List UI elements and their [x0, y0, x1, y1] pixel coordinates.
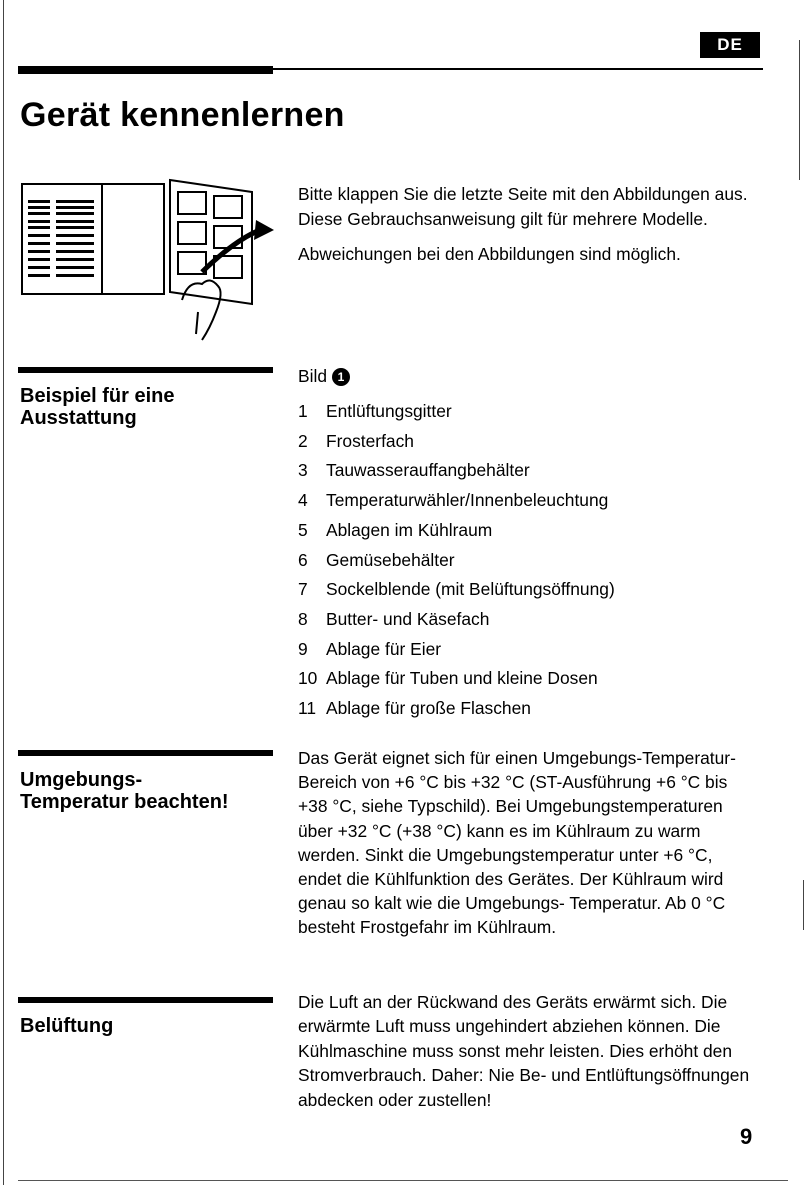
- section-title-umgebung-line1: Umgebungs-: [20, 769, 143, 791]
- intro-paragraph-2: Abweichungen bei den Abbildungen sind möglich.: [298, 244, 681, 264]
- list-item-number: 2: [298, 430, 308, 451]
- list-item-text: Ablage für Tuben und kleine Dosen: [326, 668, 598, 689]
- list-item-text: Tauwasserauffangbehälter: [326, 460, 530, 481]
- list-item: [298, 427, 758, 457]
- right-margin-line: [799, 40, 800, 180]
- figure-reference: [298, 366, 350, 387]
- section-bar-umgebung: [18, 750, 273, 756]
- right-margin-line-lower: [803, 880, 804, 930]
- list-item-number: 6: [298, 549, 308, 570]
- bottom-rule: [18, 1180, 788, 1181]
- equipment-list: [298, 397, 758, 724]
- list-item: [298, 546, 758, 576]
- list-item-text: Gemüsebehälter: [326, 549, 455, 570]
- list-item-number: 11: [298, 698, 317, 719]
- figure-label: Bild: [298, 366, 327, 386]
- intro-paragraph-1: Bitte klappen Sie die letzte Seite mit den Abbildungen aus. Diese Gebrauchsanweisung gilt für mehrere Modelle.: [298, 184, 748, 229]
- list-item-text: Frosterfach: [326, 430, 414, 451]
- page-number: 9: [740, 1124, 753, 1149]
- section-title-beispiel-line2: Ausstattung: [20, 407, 137, 429]
- page-title: Gerät kennenlernen: [20, 96, 345, 134]
- section-bar-beispiel: [18, 367, 273, 373]
- list-item: [298, 694, 758, 724]
- section-title-umgebung: [20, 769, 229, 813]
- list-item-number: 3: [298, 460, 308, 481]
- list-item-text: Ablage für große Flaschen: [326, 698, 531, 719]
- list-item: [298, 635, 758, 665]
- section-title-umgebung-line2: Temperatur beachten!: [20, 791, 229, 813]
- intro-text: [298, 182, 758, 275]
- section-bar-belueftung: [18, 997, 273, 1003]
- list-item-text: Ablage für Eier: [326, 638, 442, 659]
- list-item-text: Ablagen im Kühlraum: [326, 519, 493, 540]
- foldout-illustration: [20, 172, 280, 342]
- list-item: [298, 605, 758, 635]
- list-item: [298, 397, 758, 427]
- section-title-belueftung: Belüftung: [20, 1015, 114, 1037]
- belueftung-text: Die Luft an der Rückwand des Geräts erwärmt sich. Die erwärmte Luft muss ungehindert abziehen können. Die Kühlmaschine muss sonst mehr leisten. Dies erhöht den Stromverbrauch. Daher: Nie Be- und Entlüftungsöffnungen abdecken oder zustellen!: [298, 992, 750, 1110]
- list-item-number: 5: [298, 519, 308, 540]
- list-item-number: 8: [298, 608, 308, 629]
- list-item-text: Entlüftungsgitter: [326, 401, 452, 421]
- header-rule-bar: [18, 66, 273, 74]
- list-item-text: Sockelblende (mit Belüftungsöffnung): [326, 579, 615, 600]
- list-item-number: 4: [298, 490, 308, 511]
- list-item-number: 1: [298, 401, 308, 421]
- list-item-text: Temperaturwähler/Innenbeleuchtung: [326, 490, 609, 511]
- left-margin-line: [3, 0, 4, 1185]
- list-item: [298, 664, 758, 694]
- figure-number-badge: 1: [332, 368, 350, 386]
- list-item: [298, 456, 758, 486]
- list-item-text: Butter- und Käsefach: [326, 608, 490, 629]
- list-item: [298, 486, 758, 516]
- section-title-beispiel: [20, 385, 175, 429]
- section-title-beispiel-line1: Beispiel für eine: [20, 385, 175, 407]
- umgebung-text: Das Gerät eignet sich für einen Umgebungs-Temperatur-Bereich von +6 °C bis +32 °C (ST-Ausführung +6 °C bis +38 °C, siehe Typschild). Bei Umgebungstemperaturen über +32 °C (+38 °C) kann es im Kühlraum zu warm werden. Sinkt die Umgebungstemperatur unter +6 °C, endet die Kühlfunktion des Gerätes. Der Kühlraum wird genau so kalt wie die Umgebungs- Temperatur. Ab 0 °C besteht Frostgefahr im Kühlraum.: [298, 748, 736, 938]
- list-item-number: 9: [298, 638, 308, 659]
- language-badge: DE: [700, 32, 760, 58]
- list-item: [298, 516, 758, 546]
- list-item-number: 10: [298, 668, 318, 689]
- list-item: [298, 575, 758, 605]
- list-item-number: 7: [298, 579, 308, 600]
